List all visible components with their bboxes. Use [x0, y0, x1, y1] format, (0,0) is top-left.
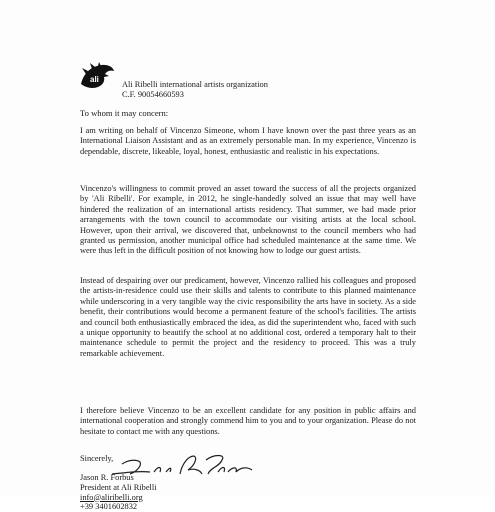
paragraph-1: I am writing on behalf of Vincenzo Simeone, whom I have known over the past three years as an International Liaison Assistant and as an extremely personable man. In my experience, Vincenzo is dependable, discrete, likeable, loyal, honest, enthusiastic and realistic in his expectations.: [80, 126, 416, 156]
logo-text: ali: [90, 75, 99, 84]
letterhead: [78, 62, 378, 102]
phone-number: +39 3401602832: [80, 502, 138, 512]
fiscal-code: C.F. 90054660593: [122, 90, 184, 99]
closing: Sincerely,: [80, 454, 114, 463]
signature-block: [80, 473, 157, 512]
salutation: To whom it may concern:: [80, 108, 169, 118]
signer-name: Jason R. Forbus: [80, 473, 134, 482]
signer-title: President at Ali Ribelli: [80, 482, 157, 492]
organization-name: Ali Ribelli international artists organization: [122, 80, 268, 89]
paragraph-4: I therefore believe Vincenzo to be an excellent candidate for any position in public affairs and international cooperation and strongly commend him to you and to your organization. Please do not hesitate to contact me with any questions.: [80, 406, 416, 436]
ali-ribelli-logo-icon: [78, 62, 116, 90]
paragraph-2: Vincenzo's willingness to commit proved an asset toward the success of all the projects organized by 'Ali Ribelli'. For example, in 2012, he single-handedly solved an issue that may well have hindered the realization of an international artists residency. That summer, we had made prior arrangements with the town council to accommodate our visiting artists at the local school. However, upon their arrival, we discovered that, unbeknownst to the council members who had granted us permission, another municipal office had scheduled maintenance at the same time. We were thus left in the difficult position of not knowing how to lodge our guest artists.: [80, 184, 416, 256]
paragraph-3: Instead of despairing over our predicament, however, Vincenzo rallied his colleagues and proposed the artists-in-residence could use their skills and talents to contribute to this planned maintenance while underscoring in a very tangible way the civic responsibility the arts have in society. As a side benefit, their contributions would become a permanent feature of the school's facilities. The artists and council both enthusiastically embraced the idea, as did the superintendent who, faced with such a unique opportunity to beautify the school at no additional cost, ordered a temporary halt to their maintenance schedule to permit the project and the residency to proceed. This was a truly remarkable achievement.: [80, 276, 416, 358]
email-link[interactable]: info@aliribelli.org: [80, 492, 143, 502]
